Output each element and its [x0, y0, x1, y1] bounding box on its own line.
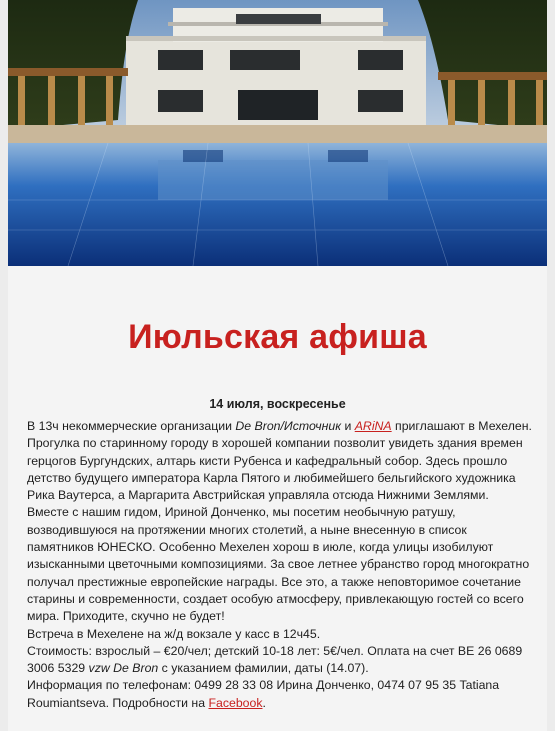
- event-description: [27, 418, 532, 712]
- cost-text-1: Стоимость: взрослый – €20/чел; детский 10-18 лет: 5€/чел. Оплата на счет BE 26 0689 3006 5329: [27, 643, 523, 676]
- facebook-link[interactable]: Facebook: [208, 695, 263, 710]
- intro-text-3: приглашают в Мехелен. Прогулка по старинному городу в хорошей компании позволит увидеть здания времен герцогов Бургундских, алтарь кисти Рубенса и кафедральный собор. Здесь прошло детство будущего императора Карла Пятого и любимейшего бельгийского художника Рика Ваутерса, а Маргарита Австрийская управляла отсюда Нижними Землями. Вместе с нашим гидом, Ириной Донченко, мы посетим необычную ратушу, возводившуюся на протяжении многих столетий, а ныне внесенную в список памятников ЮНЕСКО. Особенно Мехелен хорош в июле, когда улицы изобилуют изысканными цветочными композициями. За свое летнее убранство город многократно получал престижные европейские награды. Все это, а также неповторимое сочетание старины и современности, создает особую атмосферу, привлекающую гостей со всего мира. Приходите, скучно не будет!: [27, 419, 532, 624]
- meeting-point: Встреча в Мехелене на ж/д вокзале у касс в 12ч45.: [27, 626, 321, 641]
- contact-text-2: .: [262, 695, 266, 710]
- intro-text-2: и: [341, 419, 355, 433]
- cost-org: vzw De Bron: [88, 661, 159, 676]
- contact-text-1: Информация по телефонам: 0499 28 33 08 Ирина Донченко, 0474 07 95 35 Tatiana Roumiantseva. Подробности на: [27, 678, 500, 710]
- intro-paragraph: [27, 418, 532, 626]
- contact-info: [27, 677, 532, 712]
- villa-pool-photo-icon: [8, 0, 547, 266]
- arina-link[interactable]: ARiNA: [354, 419, 392, 433]
- hero-image: [8, 0, 547, 266]
- org-de-bron: De Bron/Источник: [235, 419, 342, 433]
- intro-text-1: В 13ч некоммерческие организации: [27, 419, 236, 433]
- page-title: Июльская афиша: [128, 318, 427, 356]
- event-date: 14 июля, воскресенье: [209, 397, 346, 411]
- cost-info: [27, 643, 532, 678]
- cost-text-2: с указанием фамилии, даты (14.07).: [158, 661, 369, 676]
